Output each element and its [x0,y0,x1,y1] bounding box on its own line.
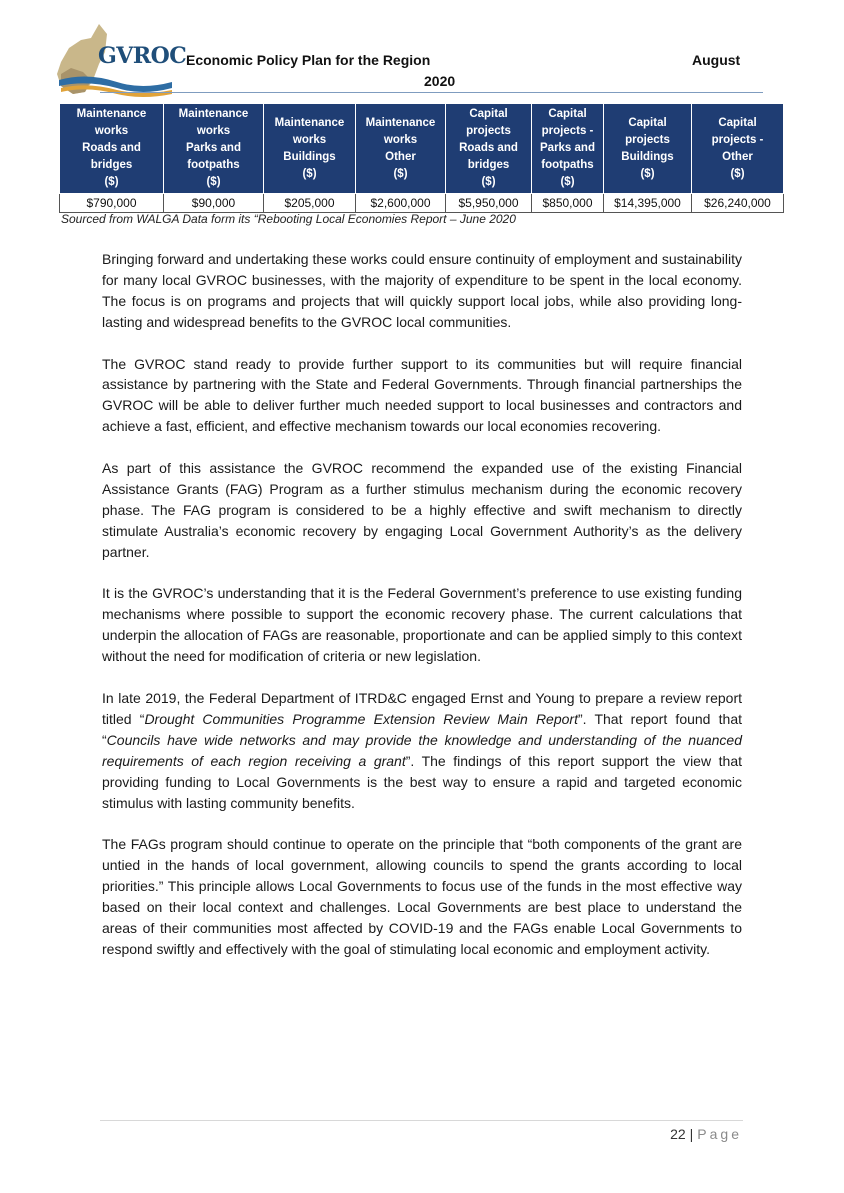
table-header-cell: Maintenance works Roads and bridges ($) [60,104,164,194]
paragraph [102,688,742,813]
table-header-cell: Maintenance works Buildings ($) [264,104,356,194]
table-header-cell: Capital projects Roads and bridges ($) [446,104,532,194]
paragraph-text: In late 2019, the Federal Department of ITRD&C engaged Ernst and Young to prepare a review report titled “ [102,689,742,727]
table-row [60,194,784,213]
page-number [600,1126,742,1142]
table-cell: $850,000 [532,194,604,213]
table-header-cell: Capital projects - Other ($) [692,104,784,194]
table-cell: $14,395,000 [604,194,692,213]
footer-divider [100,1120,743,1121]
document-title: Economic Policy Plan for the Region [186,52,431,68]
page-separator: | [689,1126,694,1142]
header-divider [100,92,763,93]
table-header-cell: Capital projects Buildings ($) [604,104,692,194]
paragraph: The FAGs program should continue to operate on the principle that “both components of the grant are untied in the hands of local government, allowing councils to spend the grants according to local priorities.” This principle allows Local Governments to focus use of the funds in the most effective way based on their local context and challenges. Local Governments are best place to understand the areas of their communities most affected by COVID-19 and the FAGs enable Local Governments to respond swiftly and effectively with the goal of stimulating local economic and employment activity. [102,836,742,957]
table-header-cell: Capital projects - Parks and footpaths ($) [532,104,604,194]
table-header-cell: Maintenance works Parks and footpaths ($) [164,104,264,194]
logo-text: GVROC [98,43,187,69]
page-number-value: 22 [670,1126,686,1142]
table-header-row [60,104,784,194]
table-cell: $790,000 [60,194,164,213]
funding-table [59,103,784,213]
report-quote: Councils have wide networks and may provide the knowledge and understanding of the nuanced requirements of each region receiving a grant [102,731,742,769]
header-month: August [692,52,741,68]
header-year: 2020 [424,73,456,89]
table-cell: $5,950,000 [446,194,532,213]
table-cell: $90,000 [164,194,264,213]
paragraph-text: ”. The findings of this report support the view that providing funding to Local Governments is the best way to ensure a rapid and targeted economic stimulus with lasting community benefits. [102,752,742,811]
table-cell: $205,000 [264,194,356,213]
paragraph: As part of this assistance the GVROC recommend the expanded use of the existing Financial Assistance Grants (FAG) Program as a further stimulus mechanism during the economic recovery phase. The FAG program is considered to be a highly effective and swift mechanism to directly stimulate Australia’s economic recovery by engaging Local Government Authority’s as the delivery partner. [102,460,742,560]
table-cell: $26,240,000 [692,194,784,213]
paragraph: It is the GVROC’s understanding that it is the Federal Government’s preference to use existing funding mechanisms where possible to support the economic recovery phase. The current calculations that underpin the allocation of FAGs are reasonable, proportionate and can be applied simply to this context without the need for modification of criteria or new legislation. [102,585,742,665]
body-text [102,249,742,960]
paragraph: The GVROC stand ready to provide further support to its communities but will require financial assistance by partnering with the State and Federal Governments. Through financial partnerships the GVROC will be able to deliver further much needed support to local businesses and contractors and achieve a fast, efficient, and effective mechanism towards our local economies recovering. [102,355,742,435]
paragraph-text: ”. That report found that “ [102,710,743,748]
page-label: Page [697,1126,742,1142]
paragraph: Bringing forward and undertaking these works could ensure continuity of employment and sustainability for many local GVROC businesses, with the majority of expenditure to be spent in the local economy. The focus is on programs and projects that will quickly support local jobs, while also providing long-lasting and widespread benefits to the GVROC local communities. [102,251,742,330]
table-cell: $2,600,000 [356,194,446,213]
table-header-cell: Maintenance works Other ($) [356,104,446,194]
report-title: Drought Communities Programme Extension Review Main Report [144,710,578,727]
table-source-note: Sourced from WALGA Data form its “Rebooting Local Economies Report – June 2020 [61,212,516,226]
